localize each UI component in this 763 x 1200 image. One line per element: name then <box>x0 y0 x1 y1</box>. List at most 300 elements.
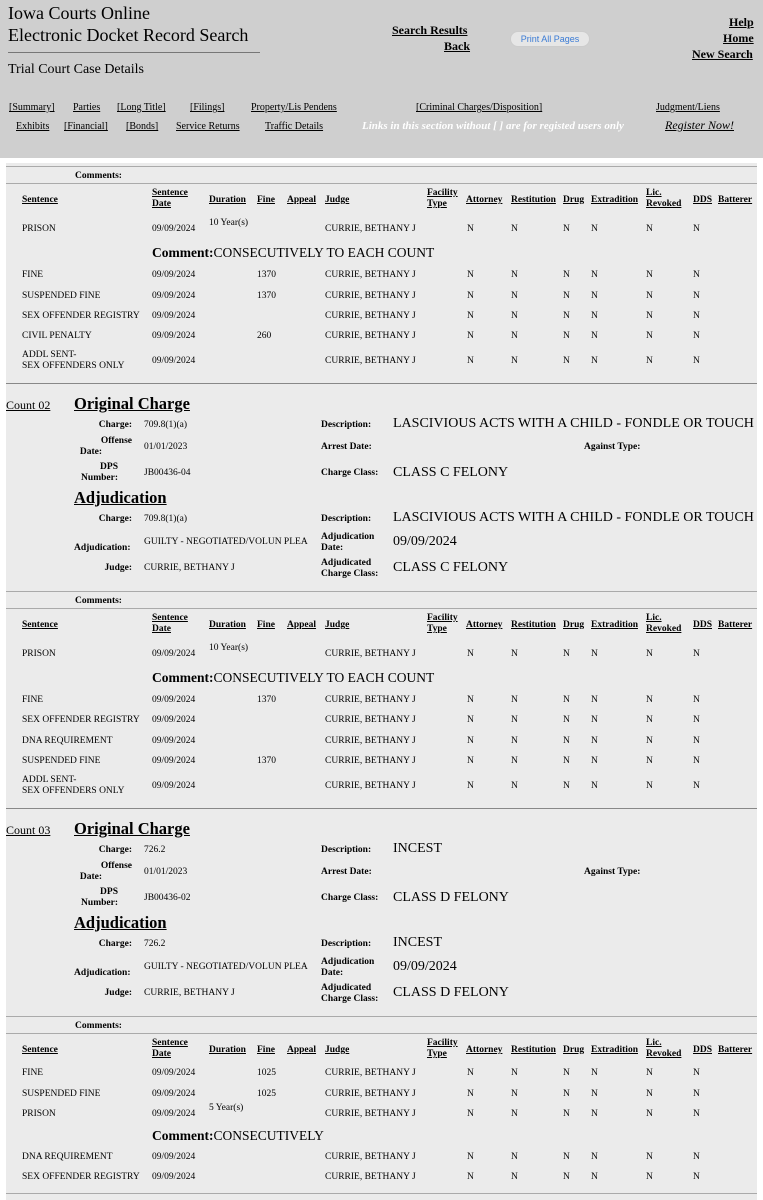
home-link[interactable]: Home <box>723 31 754 45</box>
restitution-flag: N <box>511 695 518 705</box>
comment-text: CONSECUTIVELY TO EACH COUNT <box>213 245 435 260</box>
restitution-flag: N <box>511 311 518 321</box>
dds-flag: N <box>693 1172 700 1182</box>
dds-flag: N <box>693 715 700 725</box>
section-divider <box>6 608 757 609</box>
dds-flag: N <box>693 224 700 234</box>
attorney-flag: N <box>467 1089 474 1099</box>
charge-label: Charge: <box>98 845 132 855</box>
lic-revoked-flag: N <box>646 1109 653 1119</box>
restitution-flag: N <box>511 736 518 746</box>
nav-property-lis-pendens[interactable]: Property/Lis Pendens <box>251 102 337 113</box>
sentence-type: DNA REQUIREMENT <box>22 1152 113 1162</box>
col-fine: Fine <box>257 1045 275 1055</box>
extradition-flag: N <box>591 781 598 791</box>
description-label: Description: <box>321 845 372 855</box>
restitution-flag: N <box>511 649 518 659</box>
restitution-flag: N <box>511 291 518 301</box>
nav-long-title[interactable]: [Long Title] <box>117 102 166 113</box>
sentence-comment <box>152 1128 324 1144</box>
sentence-judge: CURRIE, BETHANY J <box>325 224 416 234</box>
col-restitution: Restitution <box>511 620 556 630</box>
sentence-type: SUSPENDED FINE <box>22 291 101 301</box>
col-batterer: Batterer <box>718 1045 753 1055</box>
sentence-type: FINE <box>22 1068 44 1078</box>
sentence-judge: CURRIE, BETHANY J <box>325 331 416 341</box>
lic-revoked-flag: N <box>646 781 653 791</box>
sentence-date: 09/09/2024 <box>152 270 196 280</box>
nav-traffic-details[interactable]: Traffic Details <box>265 121 324 132</box>
col-sentence: Sentence <box>22 1045 58 1055</box>
count-divider <box>6 383 757 384</box>
extradition-flag: N <box>591 1109 598 1119</box>
sentence-type: SEX OFFENDER REGISTRY <box>22 1172 140 1182</box>
attorney-flag: N <box>467 291 474 301</box>
adj-class-label-1: Adjudicated <box>321 558 372 568</box>
charge-class-label: Charge Class: <box>321 468 379 478</box>
col-duration: Duration <box>209 195 246 205</box>
nav-bonds[interactable]: [Bonds] <box>126 121 159 132</box>
section-divider <box>6 1193 757 1194</box>
dds-flag: N <box>693 270 700 280</box>
lic-revoked-flag: N <box>646 291 653 301</box>
description-label: Description: <box>321 420 372 430</box>
attorney-flag: N <box>467 1109 474 1119</box>
restitution-flag: N <box>511 224 518 234</box>
drug-flag: N <box>563 1089 570 1099</box>
offense-date-label-2: Date: <box>79 872 102 882</box>
orig-charge-value: 709.8(1)(a) <box>144 420 187 430</box>
comment-prefix: Comment: <box>152 245 214 260</box>
extradition-flag: N <box>591 291 598 301</box>
extradition-flag: N <box>591 1172 598 1182</box>
dds-flag: N <box>693 356 700 366</box>
sentence-duration: 10 Year(s) <box>209 643 249 653</box>
nav-financial[interactable]: [Financial] <box>64 121 108 132</box>
sentence-date: 09/09/2024 <box>152 1172 196 1182</box>
drug-flag: N <box>563 781 570 791</box>
nav-parties[interactable]: Parties <box>73 102 101 113</box>
sentence-fine: 1025 <box>257 1068 276 1078</box>
drug-flag: N <box>563 356 570 366</box>
lic-revoked-flag: N <box>646 270 653 280</box>
extradition-flag: N <box>591 649 598 659</box>
sentence-type: FINE <box>22 270 44 280</box>
dps-label-1: DPS <box>100 887 118 897</box>
adj-description-label: Description: <box>321 514 372 524</box>
drug-flag: N <box>563 311 570 321</box>
lic-revoked-flag: N <box>646 1089 653 1099</box>
dds-flag: N <box>693 1068 700 1078</box>
adjudication-heading: Adjudication <box>74 488 167 507</box>
col-extradition: Extradition <box>591 1045 638 1055</box>
drug-flag: N <box>563 224 570 234</box>
count-divider <box>6 808 757 809</box>
sentence-fine: 1370 <box>257 291 276 301</box>
section-divider <box>6 166 757 167</box>
register-now-link[interactable]: Register Now! <box>665 118 734 132</box>
extradition-flag: N <box>591 715 598 725</box>
restitution-flag: N <box>511 715 518 725</box>
back-link[interactable]: Back <box>444 39 471 53</box>
sentence-date: 09/09/2024 <box>152 649 196 659</box>
col-judge: Judge <box>325 620 350 630</box>
sentence-date: 09/09/2024 <box>152 695 196 705</box>
sentence-judge: CURRIE, BETHANY J <box>325 756 416 766</box>
comments-label: Comments: <box>75 1021 122 1031</box>
col-extradition: Extradition <box>591 620 638 630</box>
adj-date-label-1: Adjudication <box>321 532 375 542</box>
restitution-flag: N <box>511 1152 518 1162</box>
sentence-date: 09/09/2024 <box>152 781 196 791</box>
sentence-type: ADDL SENT- <box>22 350 77 360</box>
attorney-flag: N <box>467 781 474 791</box>
col-lic-2: Revoked <box>646 199 682 209</box>
nav-criminal-charges[interactable]: [Criminal Charges/Disposition] <box>416 102 543 113</box>
against-type-label: Against Type: <box>584 867 641 877</box>
col-restitution: Restitution <box>511 1045 556 1055</box>
col-sentence: Sentence <box>22 620 58 630</box>
attorney-flag: N <box>467 311 474 321</box>
lic-revoked-flag: N <box>646 311 653 321</box>
arrest-date-label: Arrest Date: <box>321 867 372 877</box>
dds-flag: N <box>693 736 700 746</box>
offense-date-value: 01/01/2023 <box>144 442 188 452</box>
attorney-flag: N <box>467 649 474 659</box>
sentence-date: 09/09/2024 <box>152 736 196 746</box>
col-dds: DDS <box>693 195 713 205</box>
adj-date-value: 09/09/2024 <box>393 959 457 974</box>
col-appeal: Appeal <box>287 620 317 630</box>
adjudication-label: Adjudication: <box>74 543 131 553</box>
attorney-flag: N <box>467 224 474 234</box>
dds-flag: N <box>693 1152 700 1162</box>
drug-flag: N <box>563 1068 570 1078</box>
judge-value: CURRIE, BETHANY J <box>144 988 235 998</box>
count-02-link[interactable]: Count 02 <box>6 398 51 412</box>
help-link[interactable]: Help <box>729 15 754 29</box>
dps-number-value: JB00436-02 <box>144 893 191 903</box>
dps-label-1: DPS <box>100 462 118 472</box>
lic-revoked-flag: N <box>646 1172 653 1182</box>
drug-flag: N <box>563 1172 570 1182</box>
col-lic-2: Revoked <box>646 624 682 634</box>
sentence-type: DNA REQUIREMENT <box>22 736 113 746</box>
judge-value: CURRIE, BETHANY J <box>144 563 235 573</box>
col-dds: DDS <box>693 1045 713 1055</box>
col-appeal: Appeal <box>287 195 317 205</box>
arrest-date-label: Arrest Date: <box>321 442 372 452</box>
sentence-judge: CURRIE, BETHANY J <box>325 715 416 725</box>
col-facility-1: Facility <box>427 1038 458 1048</box>
lic-revoked-flag: N <box>646 1068 653 1078</box>
col-lic-1: Lic. <box>646 613 662 623</box>
dds-flag: N <box>693 331 700 341</box>
col-fine: Fine <box>257 195 275 205</box>
sentence-type: SEX OFFENDER REGISTRY <box>22 715 140 725</box>
offense-date-label-2: Date: <box>79 447 102 457</box>
adj-class-value: CLASS C FELONY <box>393 560 509 575</box>
sentence-fine: 260 <box>257 331 272 341</box>
sentence-judge: CURRIE, BETHANY J <box>325 1089 416 1099</box>
lic-revoked-flag: N <box>646 224 653 234</box>
adj-charge-value: 726.2 <box>144 939 166 949</box>
sentence-date: 09/09/2024 <box>152 1089 196 1099</box>
sentence-judge: CURRIE, BETHANY J <box>325 356 416 366</box>
sentence-date: 09/09/2024 <box>152 331 196 341</box>
col-facility-2: Type <box>427 624 447 634</box>
col-batterer: Batterer <box>718 195 753 205</box>
case-details-content <box>6 163 757 1200</box>
adjudication-value: GUILTY - NEGOTIATED/VOLUN PLEA <box>144 537 308 547</box>
sentence-duration: 10 Year(s) <box>209 218 249 228</box>
dds-flag: N <box>693 781 700 791</box>
lic-revoked-flag: N <box>646 356 653 366</box>
adj-class-label-1: Adjudicated <box>321 983 372 993</box>
orig-description-value: INCEST <box>393 841 442 856</box>
nav-summary[interactable]: [Summary] <box>9 102 55 113</box>
extradition-flag: N <box>591 270 598 280</box>
sentence-date: 09/09/2024 <box>152 715 196 725</box>
extradition-flag: N <box>591 756 598 766</box>
lic-revoked-flag: N <box>646 331 653 341</box>
col-drug: Drug <box>563 620 585 630</box>
sentence-judge: CURRIE, BETHANY J <box>325 311 416 321</box>
sentence-judge: CURRIE, BETHANY J <box>325 291 416 301</box>
dds-flag: N <box>693 756 700 766</box>
charge-class-value: CLASS C FELONY <box>393 465 509 480</box>
adj-class-value: CLASS D FELONY <box>393 985 509 1000</box>
section-divider <box>6 1033 757 1034</box>
col-facility-1: Facility <box>427 188 458 198</box>
sentence-judge: CURRIE, BETHANY J <box>325 1172 416 1182</box>
nav-filings[interactable]: [Filings] <box>190 102 225 113</box>
sentence-judge: CURRIE, BETHANY J <box>325 781 416 791</box>
drug-flag: N <box>563 1109 570 1119</box>
drug-flag: N <box>563 270 570 280</box>
new-search-link[interactable]: New Search <box>692 47 753 61</box>
sentence-date: 09/09/2024 <box>152 224 196 234</box>
comment-text: CONSECUTIVELY <box>213 1128 324 1143</box>
title-divider <box>8 52 260 53</box>
original-charge-heading: Original Charge <box>74 394 190 413</box>
extradition-flag: N <box>591 331 598 341</box>
nav-judgment-liens[interactable]: Judgment/Liens <box>656 102 720 113</box>
print-all-pages-button[interactable]: Print All Pages <box>510 31 590 47</box>
charge-label: Charge: <box>98 420 132 430</box>
sentence-comment <box>152 670 434 686</box>
site-title-line2: Electronic Docket Record Search <box>8 25 249 45</box>
sentence-type: PRISON <box>22 649 56 659</box>
sentence-judge: CURRIE, BETHANY J <box>325 1152 416 1162</box>
judge-label: Judge: <box>104 988 132 998</box>
adj-class-label-2: Charge Class: <box>321 994 379 1004</box>
sentence-type: ADDL SENT- <box>22 775 77 785</box>
sentence-judge: CURRIE, BETHANY J <box>325 1068 416 1078</box>
sentence-type: PRISON <box>22 1109 56 1119</box>
lic-revoked-flag: N <box>646 715 653 725</box>
col-sentence-date-1: Sentence <box>152 1038 188 1048</box>
sentence-date: 09/09/2024 <box>152 291 196 301</box>
sentence-judge: CURRIE, BETHANY J <box>325 649 416 659</box>
offense-date-label-1: Offense <box>100 436 132 446</box>
extradition-flag: N <box>591 1089 598 1099</box>
col-attorney: Attorney <box>466 1045 503 1055</box>
sentence-fine: 1370 <box>257 695 276 705</box>
adj-date-label-2: Date: <box>321 543 344 553</box>
extradition-flag: N <box>591 1152 598 1162</box>
col-judge: Judge <box>325 195 350 205</box>
sentence-date: 09/09/2024 <box>152 1152 196 1162</box>
extradition-flag: N <box>591 356 598 366</box>
dds-flag: N <box>693 1109 700 1119</box>
dds-flag: N <box>693 311 700 321</box>
orig-charge-value: 726.2 <box>144 845 166 855</box>
col-batterer: Batterer <box>718 620 753 630</box>
sentence-judge: CURRIE, BETHANY J <box>325 695 416 705</box>
col-drug: Drug <box>563 1045 585 1055</box>
extradition-flag: N <box>591 695 598 705</box>
col-lic-2: Revoked <box>646 1049 682 1059</box>
attorney-flag: N <box>467 270 474 280</box>
sentence-judge: CURRIE, BETHANY J <box>325 270 416 280</box>
against-type-label: Against Type: <box>584 442 641 452</box>
sentence-date: 09/09/2024 <box>152 1109 196 1119</box>
lic-revoked-flag: N <box>646 695 653 705</box>
col-duration: Duration <box>209 1045 246 1055</box>
attorney-flag: N <box>467 695 474 705</box>
sentence-fine: 1370 <box>257 270 276 280</box>
charge-class-value: CLASS D FELONY <box>393 890 509 905</box>
comment-prefix: Comment: <box>152 1128 214 1143</box>
orig-description-value: LASCIVIOUS ACTS WITH A CHILD - FONDLE OR TOUCH <box>393 416 754 431</box>
adj-class-label-2: Charge Class: <box>321 569 379 579</box>
drug-flag: N <box>563 756 570 766</box>
sentence-date: 09/09/2024 <box>152 1068 196 1078</box>
lic-revoked-flag: N <box>646 649 653 659</box>
registered-users-notice: Links in this section without [ ] are for registed users only <box>362 120 624 132</box>
count-03-link[interactable]: Count 03 <box>6 823 51 837</box>
dps-label-2: Number: <box>81 898 118 908</box>
comments-label: Comments: <box>75 596 122 606</box>
col-facility-2: Type <box>427 199 447 209</box>
sentence-type: SUSPENDED FINE <box>22 756 101 766</box>
drug-flag: N <box>563 715 570 725</box>
page-subtitle: Trial Court Case Details <box>8 62 144 77</box>
adj-date-value: 09/09/2024 <box>393 534 457 549</box>
nav-service-returns[interactable]: Service Returns <box>176 121 240 132</box>
col-sentence: Sentence <box>22 195 58 205</box>
col-dds: DDS <box>693 620 713 630</box>
sentence-judge: CURRIE, BETHANY J <box>325 736 416 746</box>
sentence-date: 09/09/2024 <box>152 356 196 366</box>
page-header <box>0 0 763 158</box>
dps-number-value: JB00436-04 <box>144 468 191 478</box>
section-divider <box>6 183 757 184</box>
sentence-fine: 1025 <box>257 1089 276 1099</box>
offense-date-label-1: Offense <box>100 861 132 871</box>
dds-flag: N <box>693 1089 700 1099</box>
adj-charge-label: Charge: <box>98 939 132 949</box>
restitution-flag: N <box>511 781 518 791</box>
search-results-link[interactable]: Search Results <box>392 23 468 37</box>
nav-exhibits[interactable]: Exhibits <box>16 121 50 132</box>
restitution-flag: N <box>511 331 518 341</box>
offense-date-value: 01/01/2023 <box>144 867 188 877</box>
comment-text: CONSECUTIVELY TO EACH COUNT <box>213 670 435 685</box>
adj-charge-value: 709.8(1)(a) <box>144 514 187 524</box>
drug-flag: N <box>563 331 570 341</box>
restitution-flag: N <box>511 1068 518 1078</box>
col-sentence-date-1: Sentence <box>152 613 188 623</box>
lic-revoked-flag: N <box>646 736 653 746</box>
adj-description-value: LASCIVIOUS ACTS WITH A CHILD - FONDLE OR TOUCH <box>393 510 754 525</box>
adjudication-heading: Adjudication <box>74 913 167 932</box>
col-sentence-date-2: Date <box>152 199 171 209</box>
col-duration: Duration <box>209 620 246 630</box>
restitution-flag: N <box>511 756 518 766</box>
sentence-type: PRISON <box>22 224 56 234</box>
sentence-type: FINE <box>22 695 44 705</box>
section-divider <box>6 1016 757 1017</box>
col-attorney: Attorney <box>466 195 503 205</box>
col-attorney: Attorney <box>466 620 503 630</box>
attorney-flag: N <box>467 1172 474 1182</box>
restitution-flag: N <box>511 1172 518 1182</box>
col-restitution: Restitution <box>511 195 556 205</box>
adj-description-value: INCEST <box>393 935 442 950</box>
dds-flag: N <box>693 291 700 301</box>
col-sentence-date-1: Sentence <box>152 188 188 198</box>
comment-prefix: Comment: <box>152 670 214 685</box>
sentence-type: CIVIL PENALTY <box>22 331 92 341</box>
lic-revoked-flag: N <box>646 1152 653 1162</box>
drug-flag: N <box>563 649 570 659</box>
col-extradition: Extradition <box>591 195 638 205</box>
adjudication-value: GUILTY - NEGOTIATED/VOLUN PLEA <box>144 962 308 972</box>
attorney-flag: N <box>467 756 474 766</box>
sentence-comment <box>152 245 434 261</box>
col-sentence-date-2: Date <box>152 1049 171 1059</box>
section-divider <box>6 591 757 592</box>
sentence-type: SUSPENDED FINE <box>22 1089 101 1099</box>
attorney-flag: N <box>467 1152 474 1162</box>
col-fine: Fine <box>257 620 275 630</box>
attorney-flag: N <box>467 736 474 746</box>
drug-flag: N <box>563 736 570 746</box>
sentence-type-2: SEX OFFENDERS ONLY <box>22 786 125 796</box>
extradition-flag: N <box>591 224 598 234</box>
original-charge-heading: Original Charge <box>74 819 190 838</box>
col-lic-1: Lic. <box>646 188 662 198</box>
lic-revoked-flag: N <box>646 756 653 766</box>
col-sentence-date-2: Date <box>152 624 171 634</box>
comments-label: Comments: <box>75 171 122 181</box>
col-facility-2: Type <box>427 1049 447 1059</box>
restitution-flag: N <box>511 1089 518 1099</box>
dps-label-2: Number: <box>81 473 118 483</box>
charge-class-label: Charge Class: <box>321 893 379 903</box>
attorney-flag: N <box>467 331 474 341</box>
col-lic-1: Lic. <box>646 1038 662 1048</box>
extradition-flag: N <box>591 736 598 746</box>
attorney-flag: N <box>467 356 474 366</box>
adj-charge-label: Charge: <box>98 514 132 524</box>
dds-flag: N <box>693 649 700 659</box>
restitution-flag: N <box>511 1109 518 1119</box>
adj-description-label: Description: <box>321 939 372 949</box>
sentence-date: 09/09/2024 <box>152 311 196 321</box>
